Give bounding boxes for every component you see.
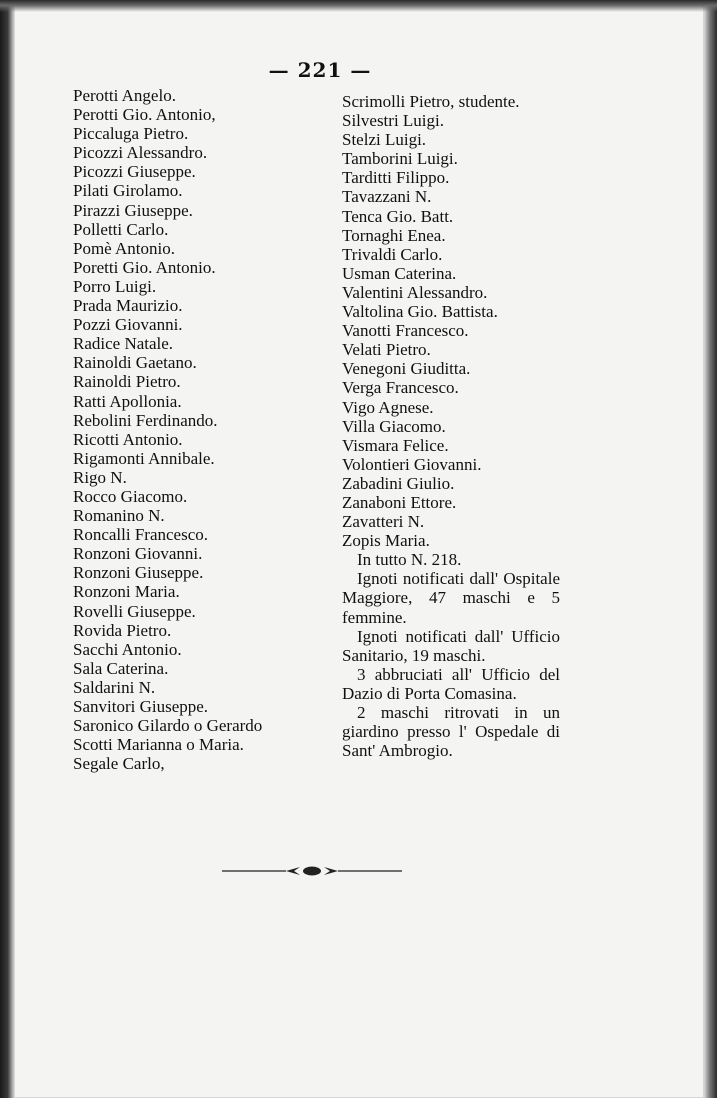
note-paragraph: 2 maschi ritrovati in un giardino presso l' Ospedale di Sant' Ambrogio. bbox=[342, 703, 560, 761]
book-gutter-shadow bbox=[0, 0, 14, 1098]
list-item: Roncalli Francesco. bbox=[73, 525, 209, 545]
list-item: Romanino N. bbox=[73, 506, 165, 526]
list-item: Tenca Gio. Batt. bbox=[342, 206, 454, 226]
list-item: Rainoldi Pietro. bbox=[73, 372, 181, 392]
note-paragraph: Ignoti notificati dall' Ufficio Sanitario, 19 maschi. bbox=[342, 626, 560, 665]
list-item: Stelzi Luigi. bbox=[342, 130, 427, 150]
list-item: Piccaluga Pietro. bbox=[73, 124, 189, 144]
list-item: Verga Francesco. bbox=[342, 378, 459, 398]
list-item: Zabadini Giulio. bbox=[342, 473, 455, 493]
list-item: Pomè Antonio. bbox=[73, 238, 176, 258]
list-item: Rigamonti Annibale. bbox=[73, 448, 215, 468]
list-item: Rigo N. bbox=[73, 467, 127, 487]
list-item: Zanaboni Ettore. bbox=[342, 492, 457, 512]
list-item: Usman Caterina. bbox=[342, 263, 457, 283]
list-item: Porro Luigi. bbox=[73, 276, 157, 296]
list-item: Radice Natale. bbox=[73, 334, 174, 354]
list-item: Rebolini Ferdinando. bbox=[73, 410, 218, 430]
list-item: Zopis Maria. bbox=[342, 531, 430, 551]
list-item: Scrimolli Pietro, studente. bbox=[342, 92, 520, 111]
list-item: Polletti Carlo. bbox=[73, 219, 169, 239]
list-item: Rovelli Giuseppe. bbox=[73, 601, 196, 621]
list-item: Rocco Giacomo. bbox=[73, 486, 188, 506]
page-number: — 221 — bbox=[268, 58, 372, 82]
list-item: Tavazzani N. bbox=[342, 187, 432, 207]
list-item: Rainoldi Gaetano. bbox=[73, 353, 197, 373]
right-name-column bbox=[342, 92, 572, 760]
list-item: Perotti Angelo. bbox=[73, 86, 176, 105]
list-item: Ronzoni Giuseppe. bbox=[73, 563, 204, 583]
list-item: Prada Maurizio. bbox=[73, 296, 183, 316]
decorative-divider bbox=[222, 864, 402, 878]
list-item: Silvestri Luigi. bbox=[342, 111, 444, 131]
list-item: Ricotti Antonio. bbox=[73, 429, 183, 449]
list-item: Venegoni Giuditta. bbox=[342, 359, 471, 379]
list-item: Pirazzi Giuseppe. bbox=[73, 200, 193, 220]
list-item: Sala Caterina. bbox=[73, 658, 169, 678]
list-item: Pilati Girolamo. bbox=[73, 181, 183, 201]
list-item: Rovida Pietro. bbox=[73, 620, 172, 640]
list-item: Volontieri Giovanni. bbox=[342, 454, 482, 474]
list-item: Vanotti Francesco. bbox=[342, 321, 469, 341]
list-item: Zavatteri N. bbox=[342, 512, 425, 532]
list-item: Villa Giacomo. bbox=[342, 416, 446, 436]
list-item: Vigo Agnese. bbox=[342, 397, 434, 417]
list-item: Scotti Marianna o Maria. bbox=[73, 735, 244, 755]
list-item: Tamborini Luigi. bbox=[342, 149, 458, 169]
list-item: Trivaldi Carlo. bbox=[342, 244, 443, 264]
list-item: Pozzi Giovanni. bbox=[73, 315, 183, 335]
list-item: Picozzi Giuseppe. bbox=[73, 162, 196, 182]
list-item: Valtolina Gio. Battista. bbox=[342, 302, 498, 322]
list-item: Valentini Alessandro. bbox=[342, 282, 488, 302]
list-item: Segale Carlo, bbox=[73, 754, 165, 774]
note-paragraph: Ignoti notificati dall' Ospitale Maggiore, 47 maschi e 5 femmine. bbox=[342, 569, 560, 627]
list-item: Velati Pietro. bbox=[342, 340, 431, 360]
list-item: Vismara Felice. bbox=[342, 435, 449, 455]
list-item: Ronzoni Maria. bbox=[73, 582, 180, 602]
page-right-edge bbox=[704, 0, 717, 1098]
list-item: Ratti Apollonia. bbox=[73, 391, 182, 411]
list-item: Sacchi Antonio. bbox=[73, 639, 182, 659]
list-item: Perotti Gio. Antonio, bbox=[73, 105, 216, 125]
list-item: Sanvitori Giuseppe. bbox=[73, 697, 209, 716]
list-item: Ronzoni Giovanni. bbox=[73, 544, 203, 564]
total-line: In tutto N. 218. bbox=[357, 550, 462, 570]
list-item: Saldarini N. bbox=[73, 677, 156, 697]
page-top-edge bbox=[0, 0, 717, 12]
list-item: Saronico Gilardo o Gerardo bbox=[73, 716, 263, 736]
list-item: Tornaghi Enea. bbox=[342, 225, 446, 245]
note-paragraph: 3 abbruciati all' Ufficio del Dazio di Porta Comasina. bbox=[342, 664, 560, 703]
list-item: Poretti Gio. Antonio. bbox=[73, 257, 216, 277]
left-name-column bbox=[73, 86, 313, 773]
list-item: Tarditti Filippo. bbox=[342, 168, 450, 188]
list-item: Picozzi Alessandro. bbox=[73, 143, 208, 163]
